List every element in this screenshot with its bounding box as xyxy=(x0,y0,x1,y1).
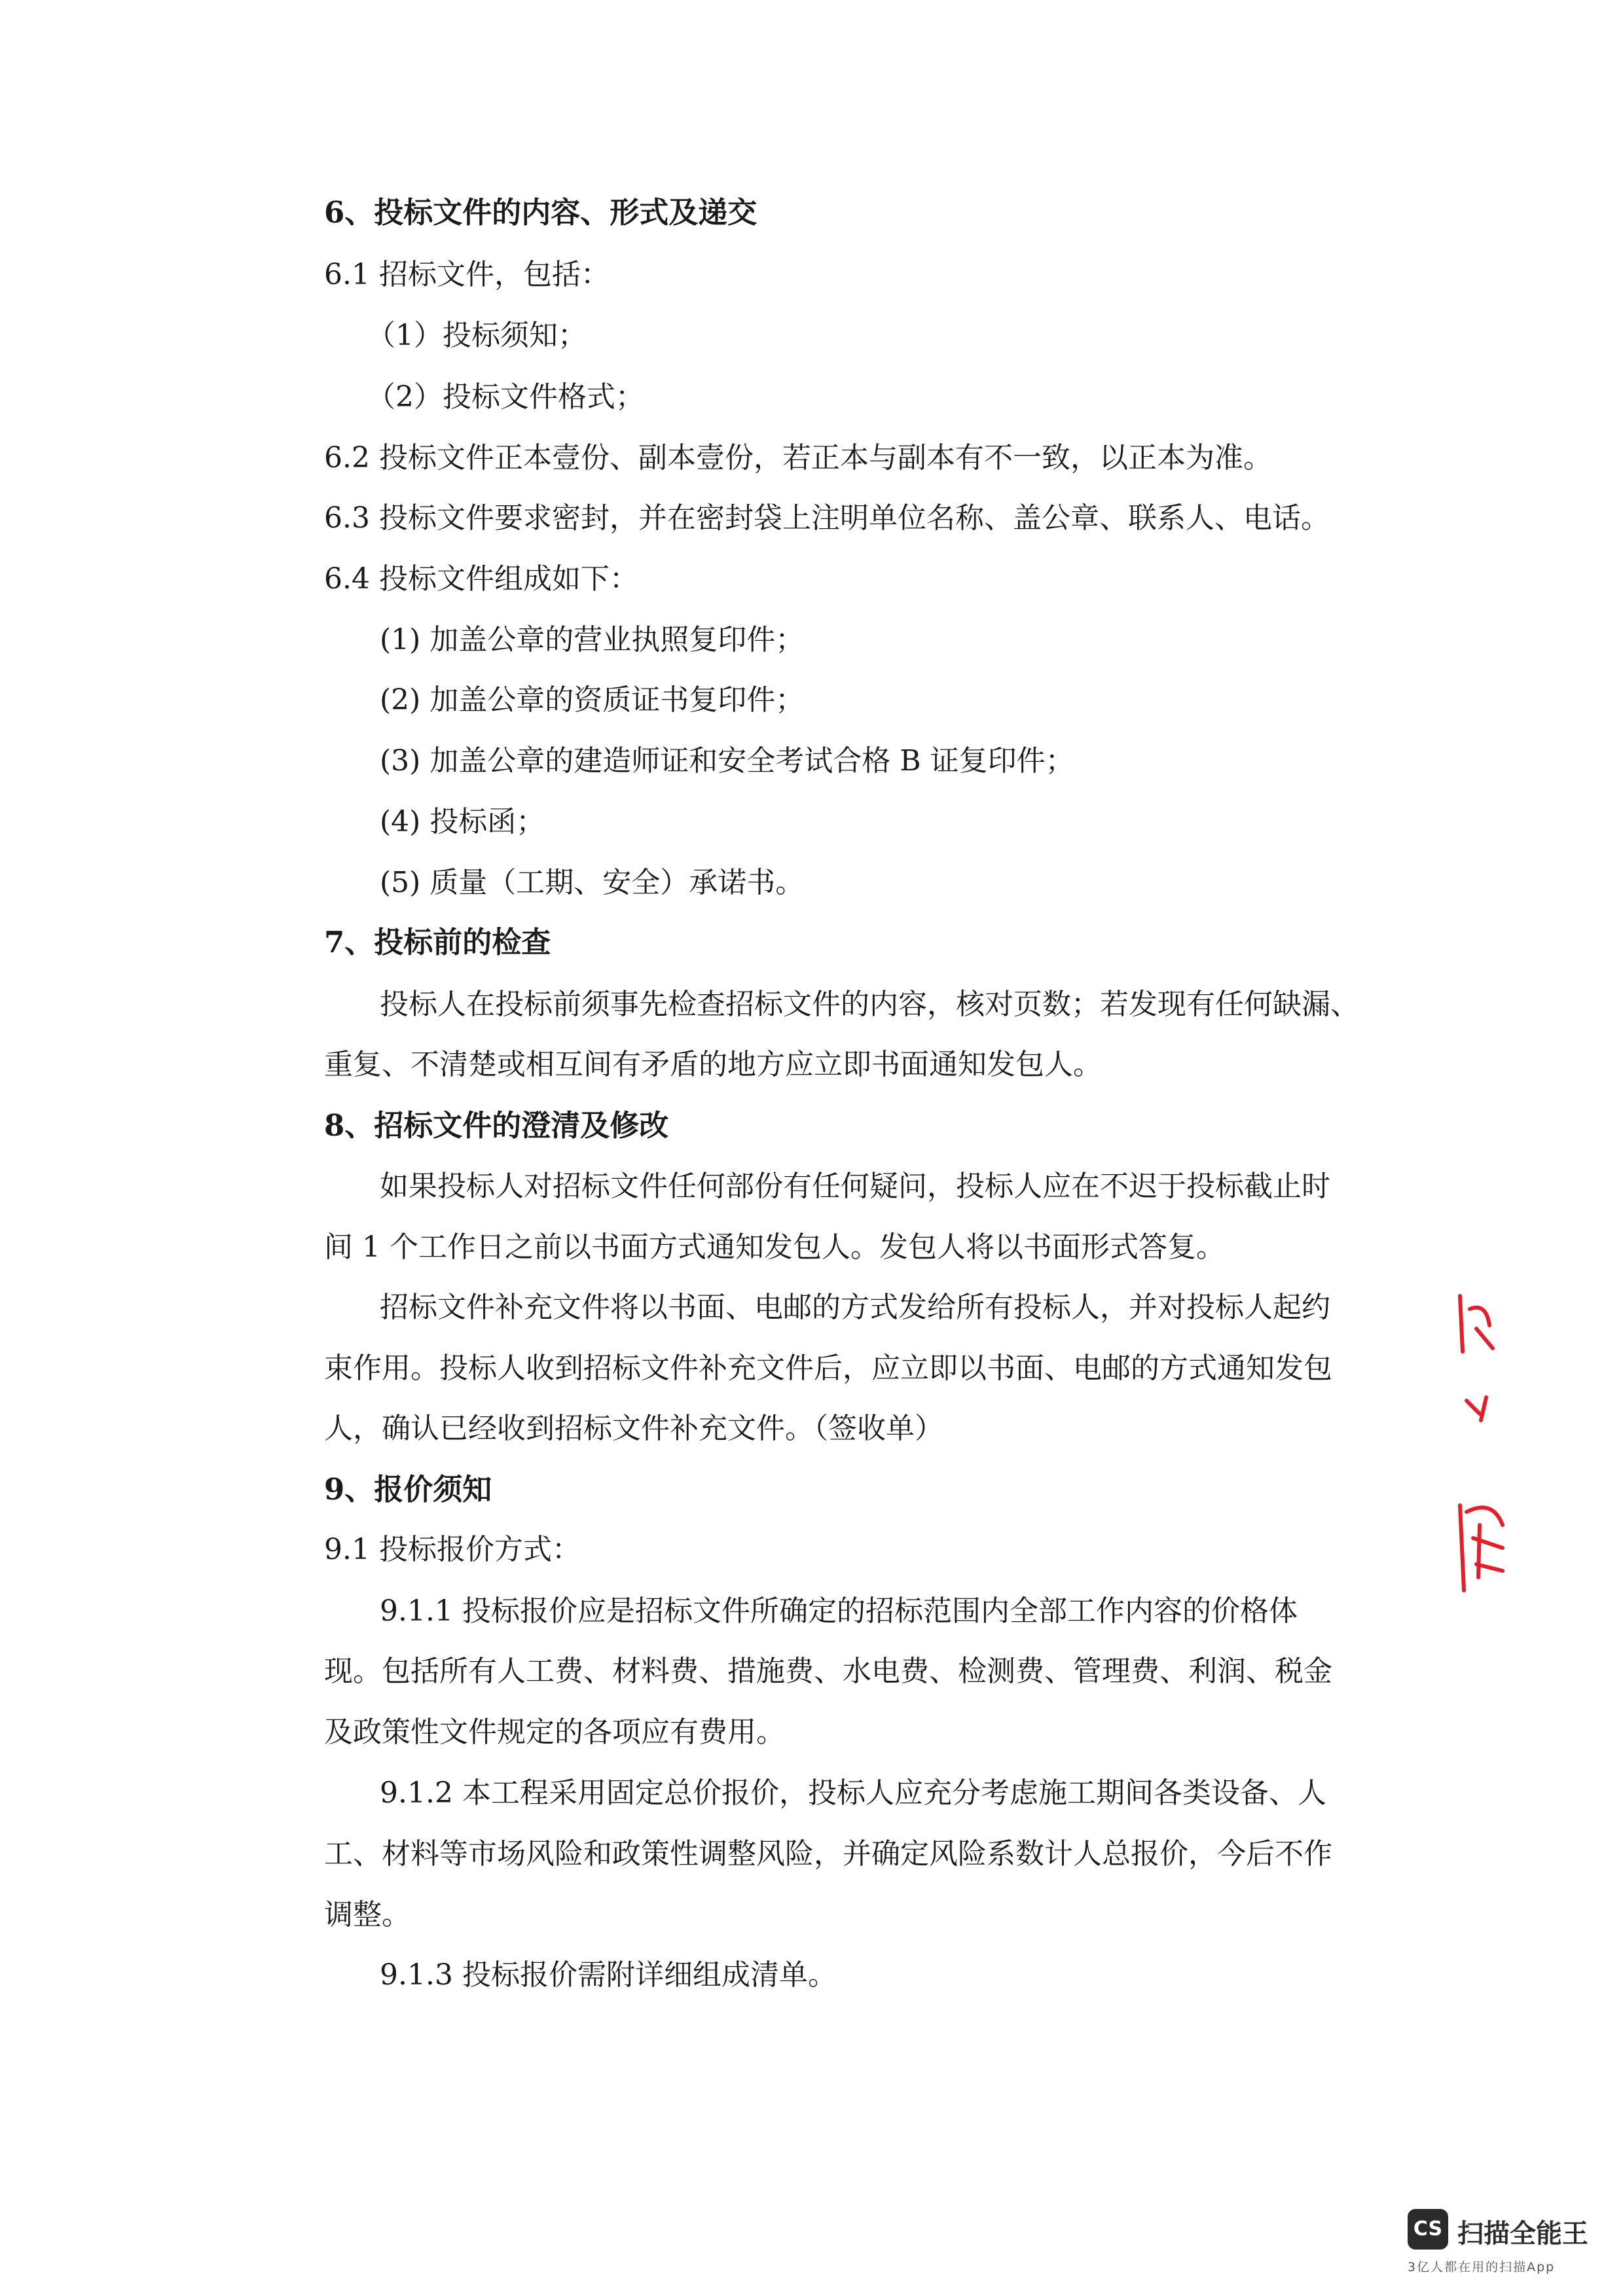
section-6-heading: 6、投标文件的内容、形式及递交 xyxy=(324,195,757,230)
watermark-tagline: 3亿人都在用的扫描App xyxy=(1408,2260,1556,2274)
paragraph-6-3: 6.3 投标文件要求密封，并在密封袋上注明单位名称、盖公章、联系人、电话。 xyxy=(324,501,1330,535)
paragraph-9-1-1: 9.1.1 投标报价应是招标文件所确定的招标范围内全部工作内容的价格体 xyxy=(380,1594,1298,1628)
paragraph-6-2: 6.2 投标文件正本壹份、副本壹份，若正本与副本有不一致，以正本为准。 xyxy=(324,441,1272,475)
paragraph-9-1-2: 9.1.2 本工程采用固定总价报价，投标人应充分考虑施工期间各类设备、人 xyxy=(380,1776,1326,1810)
scanner-watermark xyxy=(1408,2209,1597,2281)
paragraph-9-1: 9.1 投标报价方式： xyxy=(324,1533,581,1566)
paragraph-9-1-1-cont: 现。包括所有人工费、材料费、措施费、水电费、检测费、管理费、利润、税金 xyxy=(324,1655,1332,1688)
list-item: (5) 质量（工期、安全）承诺书。 xyxy=(380,866,805,899)
paragraph-7-cont: 重复、不清楚或相互间有矛盾的地方应立即书面通知发包人。 xyxy=(324,1048,1102,1081)
paragraph-8-2-cont: 人，确认已经收到招标文件补充文件。（签收单） xyxy=(324,1412,943,1445)
cs-logo-icon: CS xyxy=(1408,2209,1448,2250)
list-item: (2) 加盖公章的资质证书复印件； xyxy=(380,683,805,717)
paragraph-8-1: 如果投标人对招标文件任何部份有任何疑问，投标人应在不迟于投标截止时 xyxy=(380,1170,1330,1203)
list-item: （2）投标文件格式； xyxy=(367,380,644,414)
list-item: (3) 加盖公章的建造师证和安全考试合格 B 证复印件； xyxy=(380,744,1074,778)
paragraph-9-1-3: 9.1.3 投标报价需附详细组成清单。 xyxy=(380,1958,837,1992)
paragraph-7: 投标人在投标前须事先检查招标文件的内容，核对页数；若发现有任何缺漏、 xyxy=(380,988,1359,1021)
seam-stamp-icon xyxy=(1440,1289,1512,1604)
paragraph-9-1-1-cont: 及政策性文件规定的各项应有费用。 xyxy=(324,1715,785,1749)
paragraph-8-2-cont: 束作用。投标人收到招标文件补充文件后，应立即以书面、电邮的方式通知发包 xyxy=(324,1352,1332,1385)
section-7-heading: 7、投标前的检查 xyxy=(324,925,551,960)
paragraph-8-1-cont: 间 1 个工作日之前以书面方式通知发包人。发包人将以书面形式答复。 xyxy=(324,1230,1225,1264)
paragraph-8-2: 招标文件补充文件将以书面、电邮的方式发给所有投标人，并对投标人起约 xyxy=(380,1291,1330,1324)
list-item: (1) 加盖公章的营业执照复印件； xyxy=(380,623,805,656)
paragraph-9-1-2-cont: 调整。 xyxy=(324,1898,410,1931)
paragraph-6-1: 6.1 招标文件，包括： xyxy=(324,258,610,291)
paragraph-6-4: 6.4 投标文件组成如下： xyxy=(324,562,638,596)
section-9-heading: 9、报价须知 xyxy=(324,1472,492,1507)
paragraph-9-1-2-cont: 工、材料等市场风险和政策性调整风险，并确定风险系数计人总报价，今后不作 xyxy=(324,1837,1332,1871)
watermark-app-name: 扫描全能王 xyxy=(1457,2219,1588,2249)
list-item: （1）投标须知； xyxy=(367,319,587,352)
section-8-heading: 8、招标文件的澄清及修改 xyxy=(324,1108,669,1143)
list-item: (4) 投标函； xyxy=(380,805,545,838)
